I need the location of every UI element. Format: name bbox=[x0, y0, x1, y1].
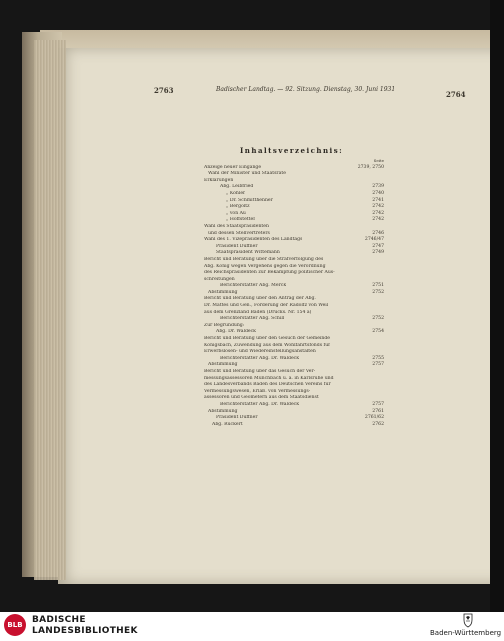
toc-entry-text: Berichterstatter Abg. Merck bbox=[220, 283, 287, 289]
toc-entry-text: Abg. Rückert bbox=[212, 421, 243, 427]
toc-entry-page: 2751 bbox=[372, 283, 384, 289]
toc-entry-text: Bericht und Beratung über das Gesuch der Ver- bbox=[204, 369, 316, 374]
toc-entry bbox=[204, 270, 384, 277]
coat-of-arms-icon bbox=[458, 613, 478, 628]
toc-entry bbox=[204, 409, 384, 416]
toc-entry bbox=[204, 191, 384, 198]
toc-entry-page: 2742 bbox=[372, 210, 384, 216]
toc-entry bbox=[204, 343, 384, 350]
page-edges bbox=[34, 40, 66, 580]
toc-entry-text: des Reichspräsidenten zur Bekämpfung politischer Aus- bbox=[204, 270, 335, 276]
toc-entry-page: 2740 bbox=[372, 190, 384, 196]
toc-entry-text: Wahl der Minister und Staatsräte bbox=[208, 171, 286, 177]
toc-entry bbox=[204, 211, 384, 218]
toc-entry bbox=[204, 422, 384, 429]
toc-entry-text: Staatspräsident Wittemann bbox=[216, 250, 280, 256]
toc-entry-text: schreitungen bbox=[204, 276, 235, 282]
toc-entry-page: 2739 bbox=[372, 184, 384, 190]
toc-entry bbox=[204, 184, 384, 191]
toc-entry bbox=[204, 264, 384, 271]
toc-entry bbox=[204, 257, 384, 264]
toc-entry-text: Erklärungen bbox=[204, 177, 234, 183]
toc-entry-text: Dr. Mattes und Gen., Förderung der Radolfz von Weil bbox=[204, 303, 329, 309]
library-name-line2: LANDESBIBLIOTHEK bbox=[32, 626, 138, 636]
toc-entry-page: 2762 bbox=[372, 421, 384, 427]
toc-entry bbox=[204, 389, 384, 396]
toc-entry-text: Abstimmung bbox=[208, 362, 238, 368]
toc-entry-text: „ Bergoltz bbox=[226, 204, 250, 210]
toc-entry bbox=[204, 277, 384, 284]
toc-entry-page: 2757 bbox=[372, 362, 384, 368]
toc-entry bbox=[204, 303, 384, 310]
toc-entry-page: 2761/62 bbox=[364, 415, 384, 421]
toc-entry bbox=[204, 323, 384, 330]
toc-entry bbox=[204, 415, 384, 422]
toc-entry bbox=[204, 224, 384, 231]
toc-entry-page: 2742 bbox=[372, 204, 384, 210]
toc-entry-text: Königsbach, Zuwendung aus dem Wohlfahrtsfonds für bbox=[204, 342, 331, 348]
toc-entry-page: 2741 bbox=[372, 197, 384, 203]
state-name: Baden-Württemberg bbox=[430, 629, 502, 637]
toc-entry-text: Bericht und Beratung über den Antrag der Abg. bbox=[204, 296, 316, 302]
toc-entry-text: Wahl des 1. Vizepräsidenten des Landtags bbox=[204, 237, 303, 243]
library-name-line1: BADISCHE bbox=[32, 615, 86, 625]
toc-entry-page: 2755 bbox=[372, 355, 384, 361]
toc-entry bbox=[204, 231, 384, 238]
toc-entry bbox=[204, 204, 384, 211]
toc-entry-text: Präsident Duffner bbox=[216, 243, 258, 249]
toc-entry bbox=[204, 316, 384, 323]
toc-entry-text: messungsassessoren Münchbach u. a. in Karlsruhe und bbox=[204, 375, 334, 381]
toc-entry-text: Abg. Leibfried bbox=[220, 184, 254, 190]
toc-entry bbox=[204, 329, 384, 336]
toc-entry-text: Bericht und Beratung über den Gesuch der Gemeinde bbox=[204, 336, 331, 342]
toc-entry bbox=[204, 310, 384, 317]
toc-entry bbox=[204, 356, 384, 363]
toc-entry-text: „ Köhler bbox=[226, 190, 246, 196]
toc-entry-text: Zur Begründung: bbox=[204, 322, 245, 328]
right-shadow bbox=[490, 0, 504, 612]
page-number-right: 2764 bbox=[446, 90, 466, 99]
toc-entry bbox=[204, 198, 384, 205]
toc-entry-text: „ Hoffstetter bbox=[226, 217, 256, 223]
toc-entry-page: 2757 bbox=[372, 401, 384, 407]
toc-entry-page: 2761 bbox=[372, 408, 384, 414]
toc-entry-text: Abstimmung bbox=[208, 289, 238, 295]
toc-entry-text: Berichterstatter Abg. Dr. Waldeck bbox=[220, 355, 300, 361]
toc-entry-text: assessoren und Geometern aus dem Staatsdienst bbox=[204, 395, 319, 401]
toc-entry bbox=[204, 244, 384, 251]
blb-logo-icon[interactable]: BLB bbox=[4, 614, 26, 636]
toc-entry bbox=[204, 402, 384, 409]
toc-entry bbox=[204, 178, 384, 185]
toc-entry-text: „ von Au bbox=[226, 210, 246, 216]
toc-entry bbox=[204, 296, 384, 303]
toc-entry bbox=[204, 283, 384, 290]
library-name[interactable] bbox=[32, 615, 138, 637]
toc-entry-text: Abstimmung bbox=[208, 408, 238, 414]
toc-entry-text: Präsident Duffner bbox=[216, 415, 258, 421]
toc-entry bbox=[204, 336, 384, 343]
toc-entry-text: Bericht und Beratung über die Strafverfolgung des bbox=[204, 256, 324, 262]
toc-entry-text: aus dem Grenzland Baden (Drucks. Nr. 154 a) bbox=[204, 309, 312, 315]
column-head: Seite bbox=[373, 158, 384, 163]
toc-entry bbox=[204, 217, 384, 224]
toc-entry bbox=[204, 382, 384, 389]
running-title: Badischer Landtag. — 92. Sitzung. Dienstag, 30. Juni 1931 bbox=[216, 86, 396, 93]
toc-entry bbox=[204, 290, 384, 297]
toc-entry bbox=[204, 349, 384, 356]
toc-entry bbox=[204, 165, 384, 172]
toc-entry-page: 2754 bbox=[372, 329, 384, 335]
toc-entry bbox=[204, 376, 384, 383]
toc-entry-text: Vermessungswesen, Erlaß. von Vermessungs- bbox=[204, 388, 311, 394]
toc-entry-page: 2739, 2750 bbox=[357, 164, 384, 170]
toc-entry-page: 2746 bbox=[372, 230, 384, 236]
toc-entry-text: Erwerbslosen- und Wiedereinstellungsanstalten bbox=[204, 349, 316, 355]
toc-entry-text: Anzeige neuer Eingänge bbox=[204, 164, 262, 170]
toc-entry bbox=[204, 369, 384, 376]
toc-entry-text: Wahl des Staatspräsidenten bbox=[204, 223, 269, 229]
toc-entry-page: 2747 bbox=[372, 243, 384, 249]
toc-entry bbox=[204, 237, 384, 244]
toc-entry-text: Abg. König wegen Vergehens gegen die Verordnung bbox=[204, 263, 326, 269]
page-number-left: 2763 bbox=[154, 86, 174, 95]
toc-entry-page: 2746/47 bbox=[364, 237, 384, 243]
toc-entry-text: des Landesverbands Baden des Deutschen Vereins für bbox=[204, 382, 331, 388]
toc-entry bbox=[204, 362, 384, 369]
toc-entry bbox=[204, 171, 384, 178]
toc-entry-text: Berichterstatter Abg. Schill bbox=[220, 316, 285, 322]
toc-entry-text: Abg. Dr. Waldeck bbox=[216, 329, 256, 335]
toc-entry-text: „ Dr. Schmitthenner bbox=[226, 197, 273, 203]
toc-entry-text: Berichterstatter Abg. Dr. Waldeck bbox=[220, 401, 300, 407]
toc-entry bbox=[204, 250, 384, 257]
toc-title: Inhaltsverzeichnis: bbox=[240, 146, 344, 155]
table-of-contents bbox=[204, 158, 384, 428]
toc-entry-page: 2742 bbox=[372, 217, 384, 223]
toc-entry-page: 2752 bbox=[372, 289, 384, 295]
toc-entry-page: 2749 bbox=[372, 250, 384, 256]
toc-entry-text: und dessen Stellvertreters bbox=[208, 230, 270, 236]
toc-entry bbox=[204, 395, 384, 402]
toc-entry-page: 2752 bbox=[372, 316, 384, 322]
